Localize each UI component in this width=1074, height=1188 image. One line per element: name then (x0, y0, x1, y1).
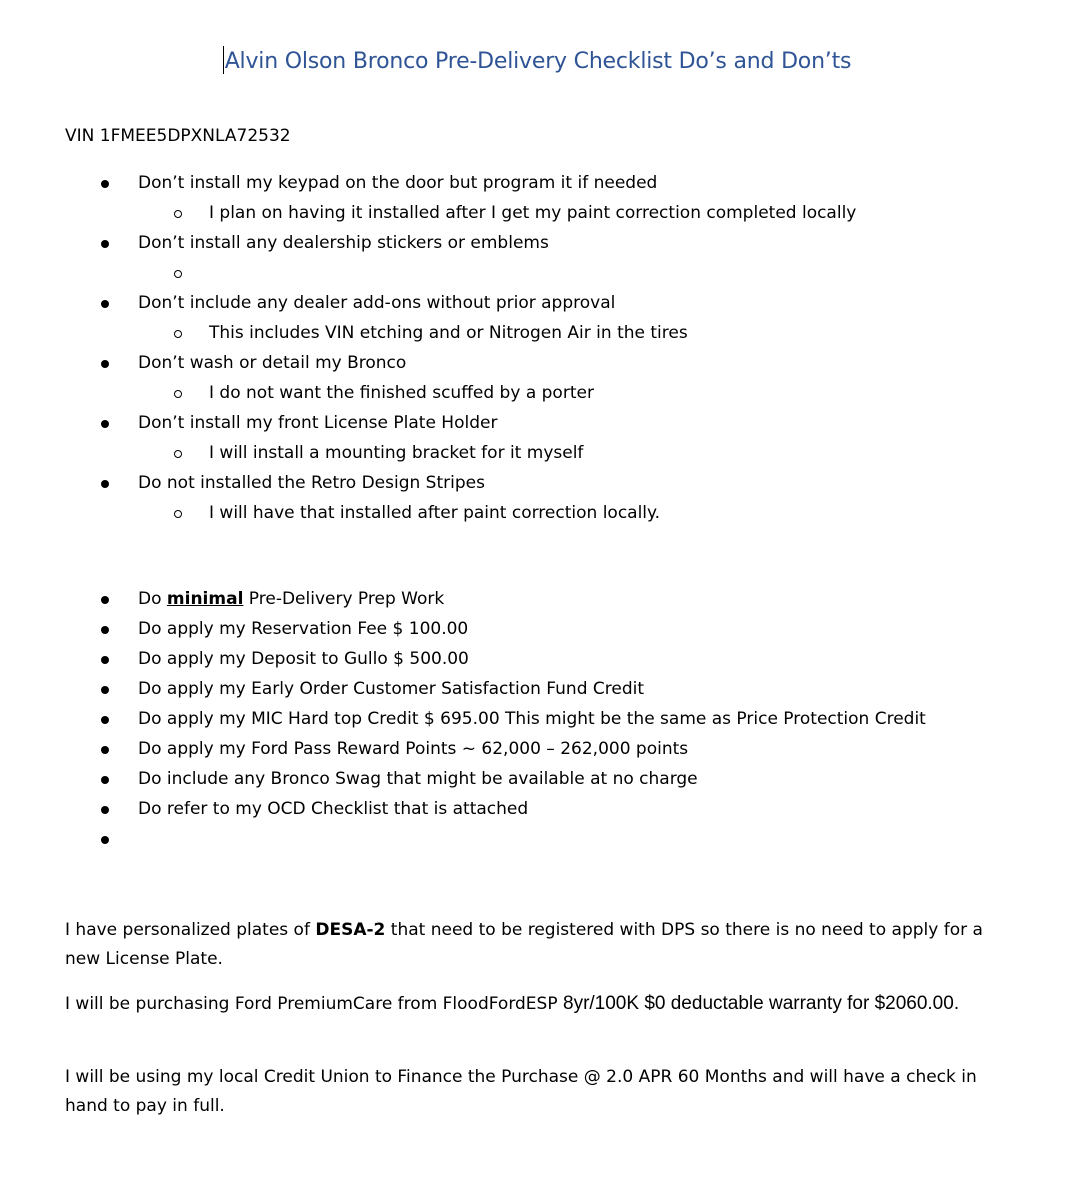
circle-bullet-icon (174, 330, 182, 338)
bullet-icon (101, 480, 109, 488)
plates-paragraph: I have personalized plates of DESA-2 that need to be registered with DPS so there is no need to apply for a new License Plate. (65, 920, 983, 969)
list-item: Do apply my Early Order Customer Satisfaction Fund Credit (0, 678, 1074, 708)
sub-list-item: I will have that installed after paint correction locally. (0, 502, 1074, 532)
circle-bullet-icon (174, 390, 182, 398)
document-title (0, 46, 1074, 74)
list-item: Do apply my MIC Hard top Credit $ 695.00 This might be the same as Price Protection Credit (0, 708, 1074, 738)
text-cursor (223, 46, 224, 74)
sub-list-item (0, 262, 1074, 292)
bullet-icon (101, 300, 109, 308)
bullet-icon (101, 806, 109, 814)
bullet-icon (101, 746, 109, 754)
bullet-icon (101, 240, 109, 248)
vin-line: VIN 1FMEE5DPXNLA72532 (65, 126, 291, 146)
list-item: Don’t install my front License Plate Holder (0, 412, 1074, 442)
bullet-icon (101, 776, 109, 784)
bullet-icon (101, 420, 109, 428)
bullet-icon (101, 596, 109, 604)
bullet-icon (101, 180, 109, 188)
circle-bullet-icon (174, 510, 182, 518)
finance-paragraph: I will be using my local Credit Union to Finance the Purchase @ 2.0 APR 60 Months and will have a check in hand to pay in full. (65, 1067, 977, 1116)
list-item: Do minimal Pre-Delivery Prep Work (0, 588, 1074, 618)
sub-list-item: I plan on having it installed after I get my paint correction completed locally (0, 202, 1074, 232)
bullet-icon (101, 360, 109, 368)
dos-list (0, 588, 1074, 858)
bullet-icon (101, 836, 109, 844)
list-item: Do apply my Reservation Fee $ 100.00 (0, 618, 1074, 648)
emphasis-text: minimal (166, 589, 244, 609)
list-item: Do include any Bronco Swag that might be available at no charge (0, 768, 1074, 798)
bullet-icon (101, 656, 109, 664)
sub-list-item: I will install a mounting bracket for it myself (0, 442, 1074, 472)
title-text: Alvin Olson Bronco Pre-Delivery Checklist Do’s and Don’ts (224, 49, 852, 74)
list-item: Do refer to my OCD Checklist that is attached (0, 798, 1074, 828)
warranty-paragraph: I will be purchasing Ford PremiumCare from FloodFordESP 8yr/100K $0 deductable warranty for $2060.00. (65, 993, 960, 1014)
list-item: Don’t wash or detail my Bronco (0, 352, 1074, 382)
sub-list-item: This includes VIN etching and or Nitrogen Air in the tires (0, 322, 1074, 352)
bullet-icon (101, 626, 109, 634)
circle-bullet-icon (174, 450, 182, 458)
list-item: Don’t include any dealer add-ons without prior approval (0, 292, 1074, 322)
circle-bullet-icon (174, 270, 182, 278)
list-item: Do apply my Deposit to Gullo $ 500.00 (0, 648, 1074, 678)
list-item: Do not installed the Retro Design Stripes (0, 472, 1074, 502)
circle-bullet-icon (174, 210, 182, 218)
bullet-icon (101, 716, 109, 724)
list-item: Don’t install my keypad on the door but program it if needed (0, 172, 1074, 202)
list-item (0, 828, 1074, 858)
donts-list (0, 172, 1074, 532)
sub-list-item: I do not want the finished scuffed by a porter (0, 382, 1074, 412)
list-item: Don’t install any dealership stickers or emblems (0, 232, 1074, 262)
bullet-icon (101, 686, 109, 694)
list-item: Do apply my Ford Pass Reward Points ~ 62,000 – 262,000 points (0, 738, 1074, 768)
plate-number: DESA-2 (315, 920, 386, 940)
